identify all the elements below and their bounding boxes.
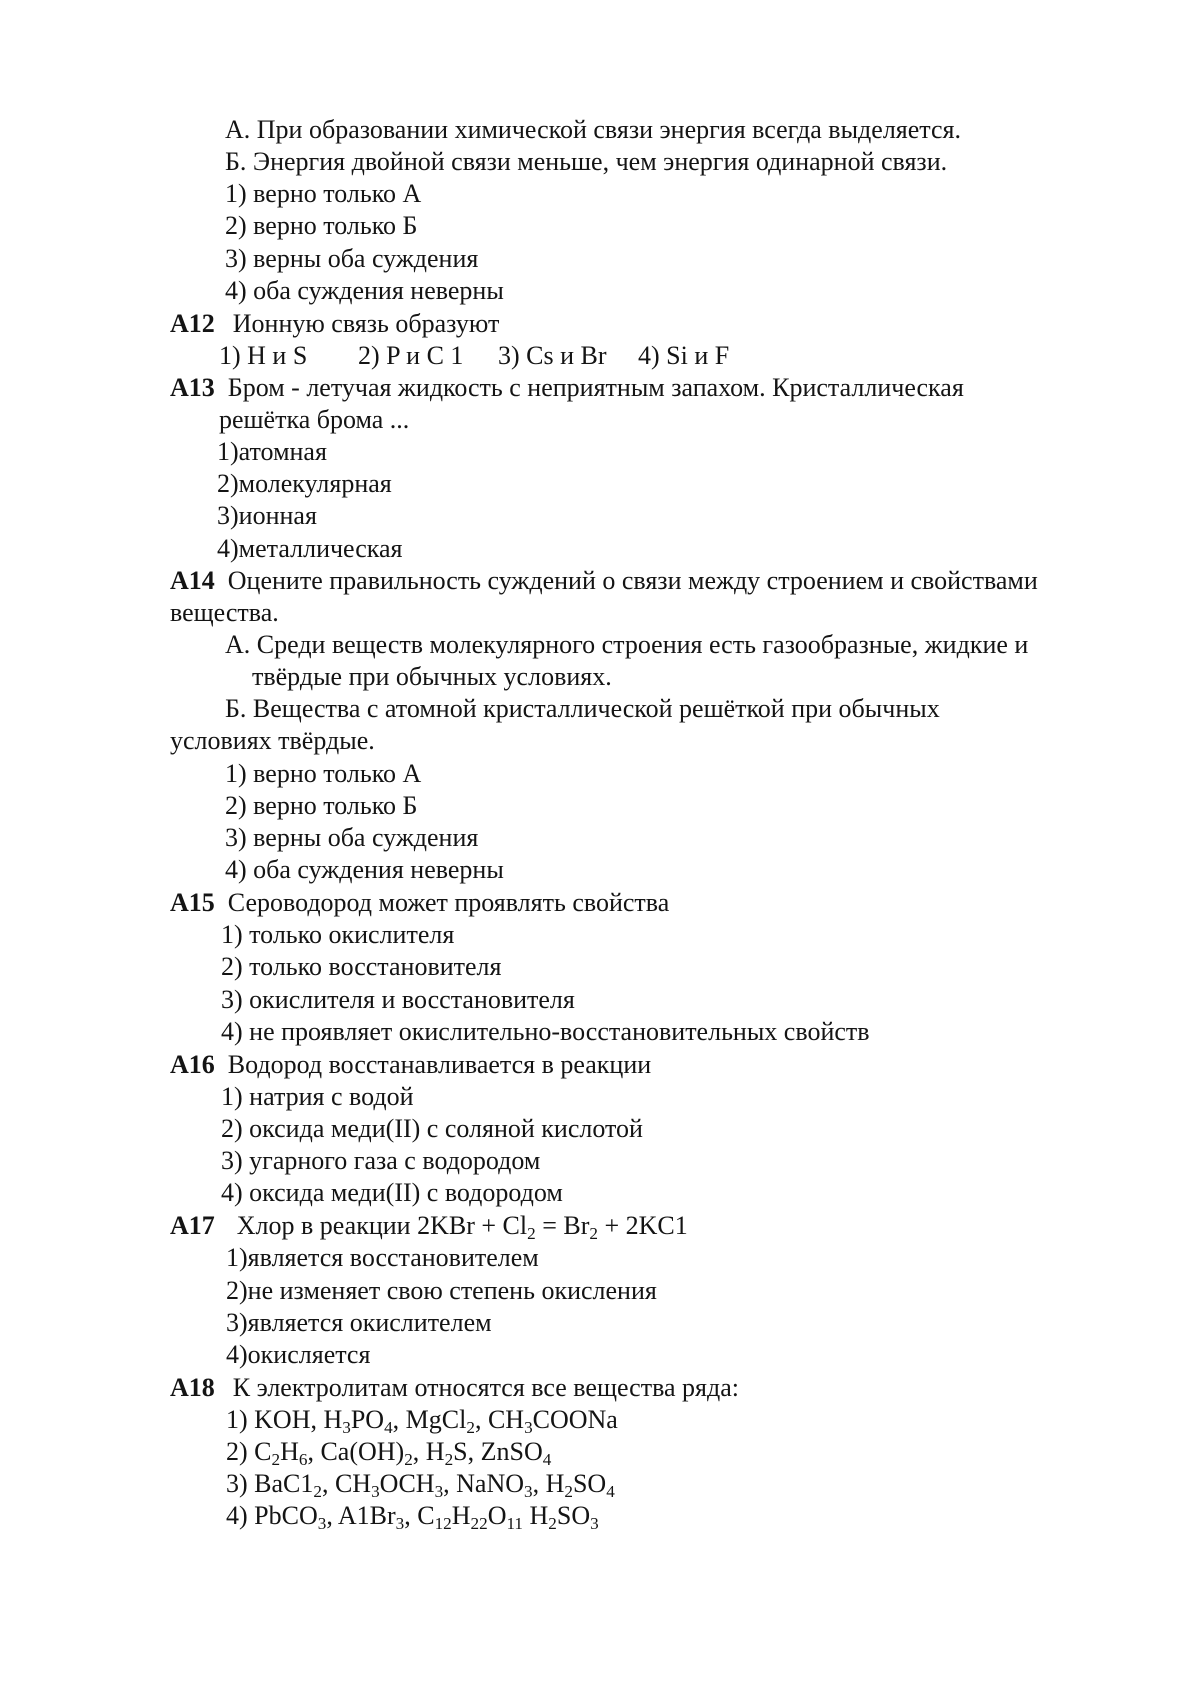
option-text: атомная [238, 437, 327, 466]
question-text: Сероводород может проявлять свойства [227, 888, 670, 917]
a13-option-3 [217, 501, 317, 531]
option-number: 2) [217, 469, 239, 498]
a18-option-4: 4) PbCO$_3$, $A1Br_3$, $C_{12}H_{22}O_{11}$ $H_2SO_3$ [226, 1501, 599, 1533]
a16-option-3: 3) угарного газа с водородом [221, 1146, 541, 1175]
question-number: А12 [170, 309, 215, 338]
question-number: А17 [170, 1211, 215, 1240]
question-a12 [170, 309, 499, 339]
a11-option-4: 4) оба суждения неверны [225, 276, 504, 305]
a14-option-1: 1) верно только А [225, 759, 422, 788]
question-a16 [170, 1050, 651, 1080]
option-text: является окислителем [247, 1308, 492, 1337]
question-text: Водород восстанавливается в реакции [227, 1050, 652, 1079]
a12-option-4: 4) Si и F [638, 341, 730, 370]
a16-option-2: 2) оксида меди(II) с соляной кислотой [221, 1114, 643, 1143]
option-text: металлическая [238, 534, 403, 563]
question-number: А13 [170, 373, 215, 402]
a14-option-4: 4) оба суждения неверны [225, 855, 504, 884]
option-number: 4) [217, 534, 239, 563]
a14-statement-a-line-2: твёрдые при обычных условиях. [252, 662, 612, 691]
question-a17 [170, 1211, 688, 1241]
a16-option-4: 4) оксида меди(II) с водородом [221, 1178, 563, 1207]
question-a13 [170, 373, 964, 403]
option-text: не изменяет свою степень окисления [247, 1276, 657, 1305]
a11-statement-b: Б. Энергия двойной связи меньше, чем энергия одинарной связи. [225, 147, 948, 176]
a14-option-3: 3) верны оба суждения [225, 823, 479, 852]
question-text: Бром - летучая жидкость с неприятным запахом. Кристаллическая [227, 373, 964, 402]
a14-question-line-2: вещества. [170, 598, 279, 627]
reaction-equation: $2KBr + Cl_2 = Br_2 + 2KC1$ [417, 1211, 688, 1243]
a11-option-3: 3) верны оба суждения [225, 244, 479, 273]
question-a14 [170, 566, 1038, 596]
question-text: К электролитам относятся все вещества ряда: [232, 1373, 739, 1402]
question-a18 [170, 1373, 739, 1403]
a12-option-2: 2) P и C 1 [358, 341, 464, 370]
a16-option-1: 1) натрия с водой [221, 1082, 414, 1111]
a11-option-2: 2) верно только Б [225, 211, 418, 240]
a13-option-2 [217, 469, 392, 499]
question-a15 [170, 888, 669, 918]
option-number: 2) [226, 1276, 248, 1305]
a14-option-2: 2) верно только Б [225, 791, 418, 820]
option-text: является восстановителем [247, 1243, 539, 1272]
a11-option-1: 1) верно только А [225, 179, 422, 208]
a15-option-3: 3) окислителя и восстановителя [221, 985, 575, 1014]
a14-statement-a: А. Среди веществ молекулярного строения есть газообразные, жидкие и [225, 630, 1029, 659]
question-number: А16 [170, 1050, 215, 1079]
a12-option-3: 3) Cs и Br [498, 341, 607, 370]
a13-option-1 [217, 437, 327, 467]
question-number: А18 [170, 1373, 215, 1402]
option-text: ионная [238, 501, 317, 530]
a11-statement-a: А. При образовании химической связи энергия всегда выделяется. [225, 115, 961, 144]
a14-statement-b-line-2: условиях твёрдые. [170, 726, 375, 755]
a17-option-2 [226, 1276, 657, 1306]
a18-option-1: 1) KOH, $H_3PO_4$, MgCl$_2$, $CH_3COONa$ [226, 1405, 618, 1437]
option-number: 1) [217, 437, 239, 466]
question-number: А14 [170, 566, 215, 595]
a15-option-1: 1) только окислителя [221, 920, 455, 949]
option-number: 3) [226, 1308, 248, 1337]
a18-option-3: 3) $BaC1_2$, $CH_3OCH_3$, NaNO$_3$, $H_2SO_4$ [226, 1469, 615, 1501]
option-number: 3) [217, 501, 239, 530]
option-number: 4) [226, 1340, 248, 1369]
a17-option-4 [226, 1340, 370, 1370]
a12-option-1: 1) H и S [219, 341, 308, 370]
option-text: окисляется [247, 1340, 371, 1369]
a17-option-1 [226, 1243, 539, 1273]
a15-option-2: 2) только восстановителя [221, 952, 502, 981]
a14-statement-b: Б. Вещества с атомной кристаллической решёткой при обычных [225, 694, 940, 723]
option-text: молекулярная [238, 469, 392, 498]
option-number: 1) [226, 1243, 248, 1272]
question-number: А15 [170, 888, 215, 917]
question-text: Хлор в реакции [236, 1211, 411, 1240]
a17-option-3 [226, 1308, 492, 1338]
a15-option-4: 4) не проявляет окислительно-восстановительных свойств [221, 1017, 870, 1046]
question-text: Оцените правильность суждений о связи между строением и свойствами [227, 566, 1038, 595]
a18-option-2: 2) $C_2H_6$, $Ca(OH)_2$, $H_2S$, ZnSO$_4$ [226, 1437, 552, 1469]
a13-question-line-2: решётка брома ... [219, 405, 410, 434]
a13-option-4 [217, 534, 403, 564]
question-text: Ионную связь образуют [232, 309, 500, 338]
